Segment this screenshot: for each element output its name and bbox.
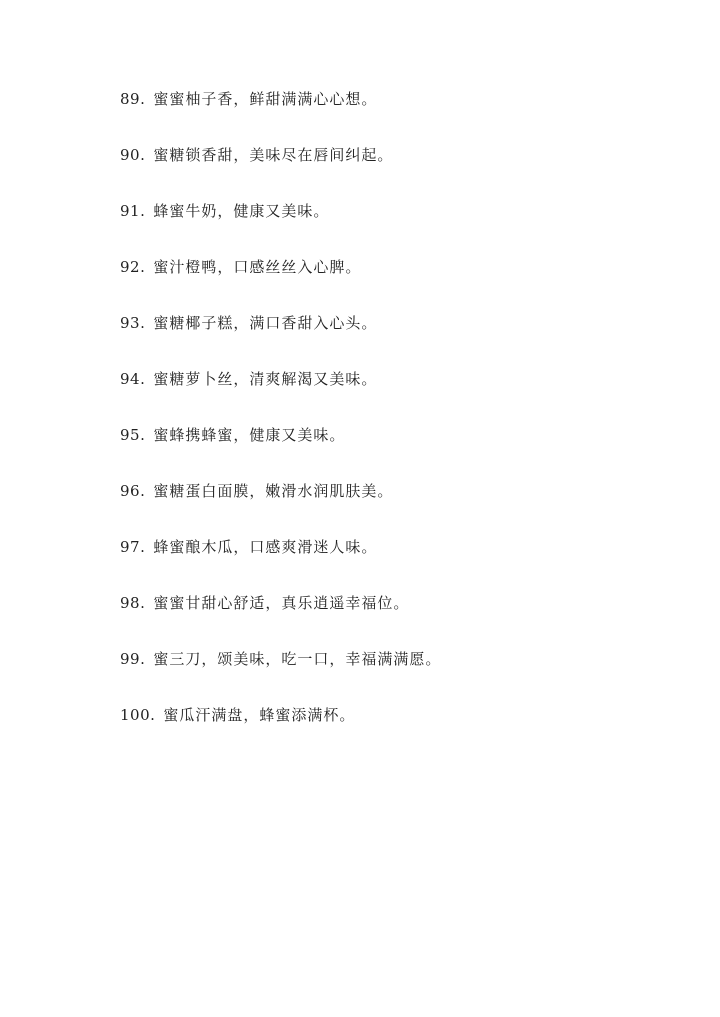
- item-text: 蜜糖蛋白面膜，嫩滑水润肌肤美。: [153, 482, 394, 500]
- list-item: [120, 702, 441, 758]
- list-item: [120, 422, 441, 478]
- list-item: [120, 366, 441, 422]
- item-number: 92.: [120, 258, 146, 276]
- list-item: [120, 254, 441, 310]
- item-number: 96.: [120, 482, 146, 500]
- item-number: 90.: [120, 146, 146, 164]
- item-text: 蜜蜜柚子香，鲜甜满满心心想。: [153, 90, 378, 108]
- list-item: [120, 142, 441, 198]
- item-number: 91.: [120, 202, 146, 220]
- item-text: 蜜糖锁香甜，美味尽在唇间纠起。: [153, 146, 394, 164]
- item-text: 蜂蜜牛奶，健康又美味。: [153, 202, 330, 220]
- item-text: 蜜蜜甘甜心舒适，真乐逍遥幸福位。: [153, 594, 410, 612]
- list-item: [120, 310, 441, 366]
- item-text: 蜜汁橙鸭，口感丝丝入心脾。: [153, 258, 362, 276]
- list-item: [120, 646, 441, 702]
- item-number: 94.: [120, 370, 146, 388]
- item-number: 99.: [120, 650, 146, 668]
- item-text: 蜂蜜酿木瓜，口感爽滑迷人味。: [153, 538, 378, 556]
- list-item: [120, 198, 441, 254]
- list-item: [120, 478, 441, 534]
- list-item: [120, 534, 441, 590]
- item-number: 100.: [120, 706, 156, 724]
- item-number: 98.: [120, 594, 146, 612]
- item-number: 89.: [120, 90, 146, 108]
- item-number: 95.: [120, 426, 146, 444]
- item-text: 蜜三刀，颂美味，吃一口，幸福满满愿。: [153, 650, 442, 668]
- list-item: [120, 86, 441, 142]
- item-number: 93.: [120, 314, 146, 332]
- item-text: 蜜瓜汗满盘，蜂蜜添满杯。: [163, 706, 356, 724]
- item-text: 蜜糖萝卜丝，清爽解渴又美味。: [153, 370, 378, 388]
- item-number: 97.: [120, 538, 146, 556]
- item-text: 蜜糖椰子糕，满口香甜入心头。: [153, 314, 378, 332]
- list-item: [120, 590, 441, 646]
- numbered-list: [120, 86, 441, 758]
- item-text: 蜜蜂携蜂蜜，健康又美味。: [153, 426, 346, 444]
